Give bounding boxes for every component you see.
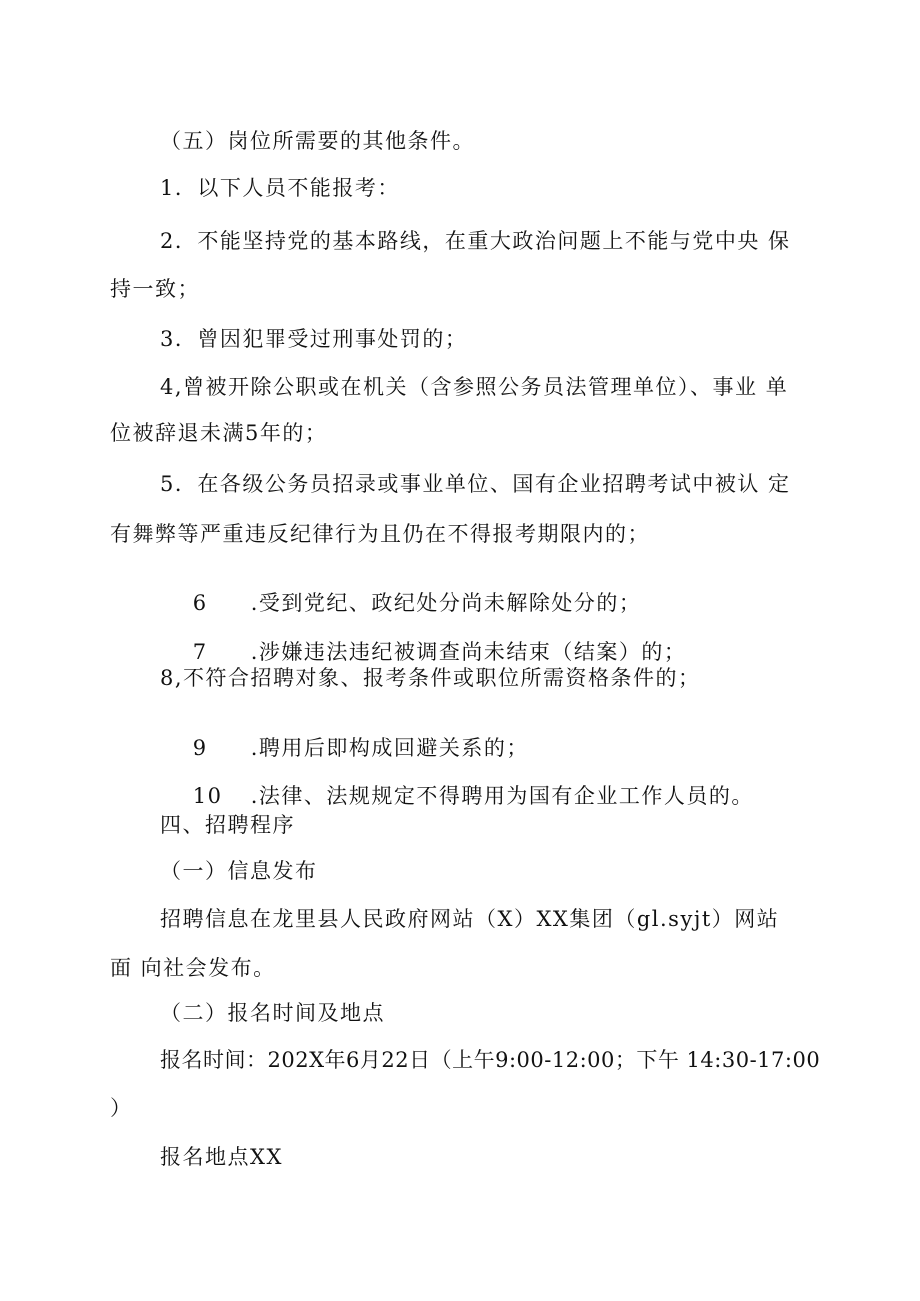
subsection-heading: （一）信息发布: [160, 859, 318, 883]
section-heading: 四、招聘程序: [160, 813, 295, 837]
paragraph-line: 1．以下人员不能报考：: [160, 176, 400, 200]
list-item-text: .聘用后即构成回避关系的；: [250, 736, 529, 760]
paragraph-line: 3．曾因犯罪受过刑事处罚的；: [160, 327, 468, 351]
paragraph-line: 5．在各级公务员招录或事业单位、国有企业招聘考试中被认 定: [160, 472, 791, 496]
paragraph-line: 8,不符合招聘对象、报考条件或职位所需资格条件的；: [160, 666, 701, 690]
paragraph-line: （五）岗位所需要的其他条件。: [160, 129, 475, 153]
paragraph-line: 2．不能坚持党的基本路线，在重大政治问题上不能与党中央 保: [160, 229, 791, 253]
paragraph-line: ）: [110, 1096, 133, 1120]
paragraph-line: 面 向社会发布。: [110, 956, 276, 980]
paragraph-line: 报名时间：202X年6月22日（上午9:00-12:00；下午 14:30-17:00: [160, 1048, 821, 1072]
paragraph-line: 4,曾被开除公职或在机关（含参照公务员法管理单位）、事业 单: [160, 375, 789, 399]
paragraph-line: 招聘信息在龙里县人民政府网站（X）XX集团（gl.syjt）网站: [160, 907, 780, 931]
subsection-heading: （二）报名时间及地点: [160, 1001, 385, 1025]
list-item-number: 7: [192, 640, 208, 664]
paragraph-line: 有舞弊等严重违反纪律行为且仍在不得报考期限内的；: [110, 522, 650, 546]
list-item-number: 10: [192, 784, 223, 808]
list-item-text: .涉嫌违法违纪被调查尚未结束（结案）的；: [250, 640, 687, 664]
list-item-text: .法律、法规规定不得聘用为国有企业工作人员的。: [250, 784, 754, 808]
list-item-number: 6: [192, 591, 208, 615]
paragraph-line: 持一致；: [110, 277, 200, 301]
paragraph-line: 报名地点XX: [160, 1145, 283, 1169]
paragraph-line: 位被辞退未满5年的；: [110, 421, 328, 445]
list-item-number: 9: [192, 736, 208, 760]
list-item-text: .受到党纪、政纪处分尚未解除处分的；: [250, 591, 642, 615]
